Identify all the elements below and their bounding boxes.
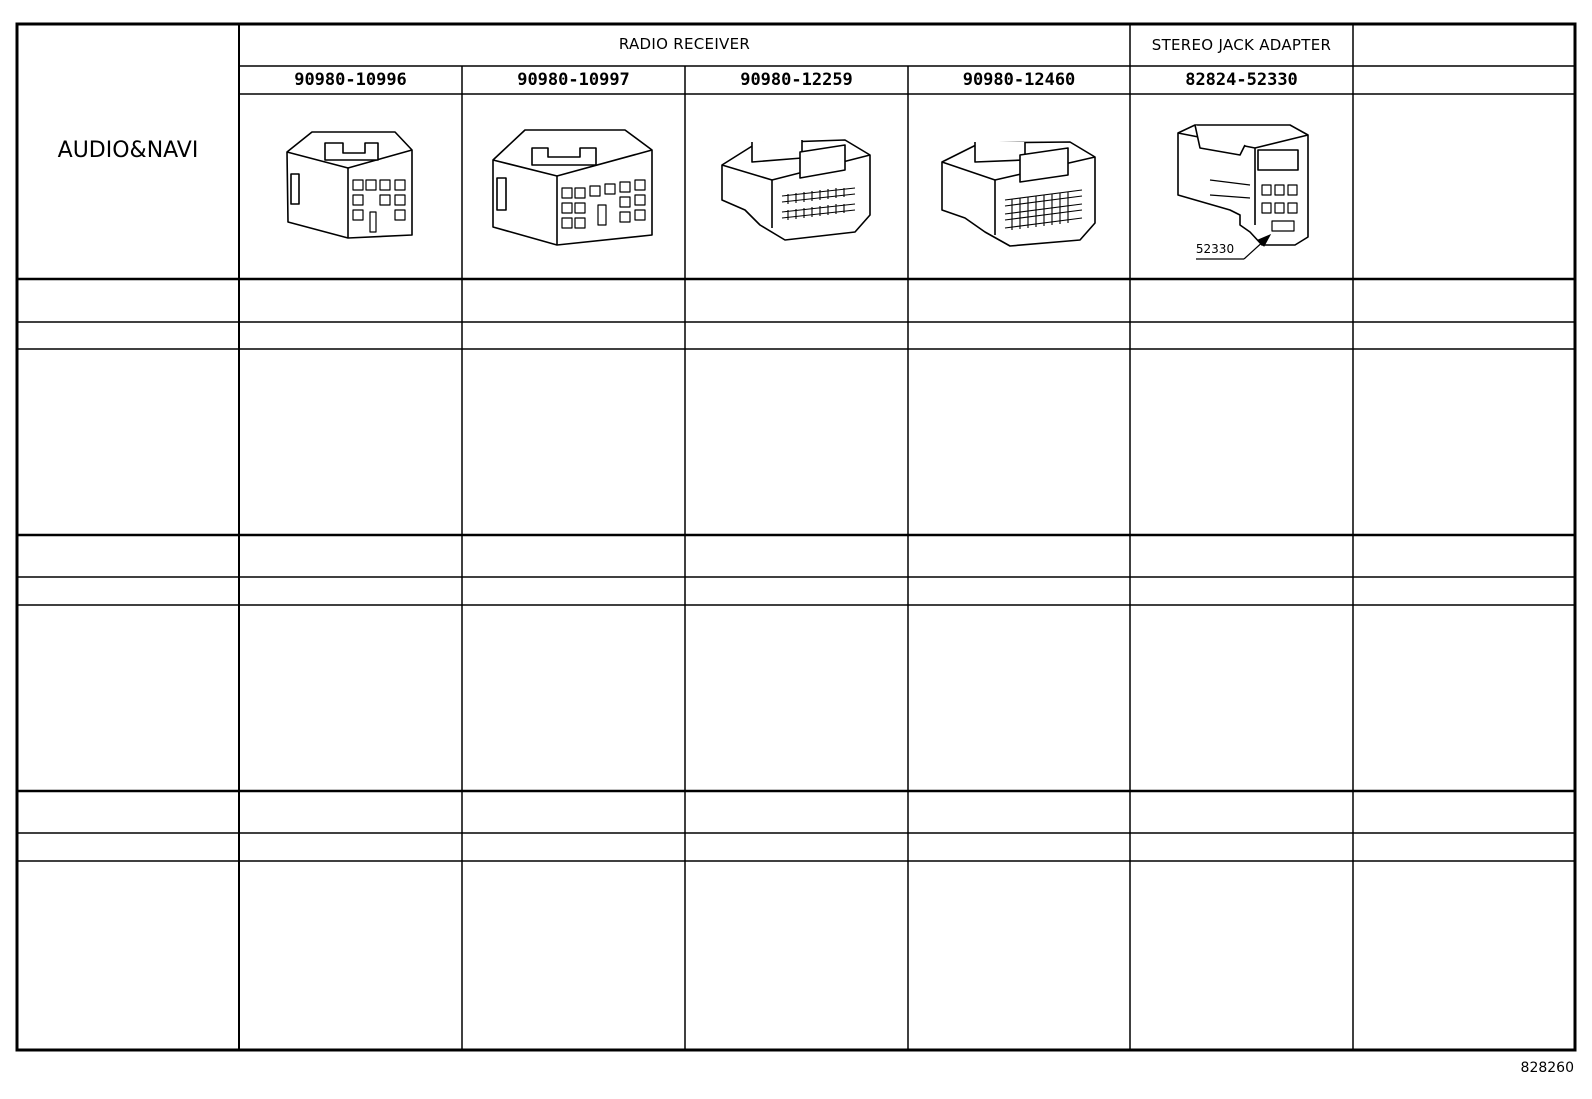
- connector-icon: [1178, 125, 1308, 245]
- group-label-radio-receiver: RADIO RECEIVER: [618, 35, 751, 53]
- callout-label: 52330: [1195, 242, 1235, 256]
- part-number-4: 90980-12460: [962, 70, 1076, 90]
- connector-icon: [493, 130, 652, 245]
- connector-icon: [942, 142, 1095, 246]
- connector-icon: [722, 140, 870, 240]
- part-number-5: 82824-52330: [1185, 70, 1298, 90]
- part-number-2: 90980-10997: [517, 70, 630, 90]
- group-label-stereo-jack-adapter: STEREO JACK ADAPTER: [1151, 36, 1332, 54]
- row-title-audio-navi: AUDIO&NAVI: [57, 138, 199, 163]
- part-number-1: 90980-10996: [294, 70, 407, 90]
- figure-number: 828260: [1520, 1060, 1574, 1076]
- part-number-3: 90980-12259: [740, 70, 853, 90]
- connector-icon: [287, 132, 412, 238]
